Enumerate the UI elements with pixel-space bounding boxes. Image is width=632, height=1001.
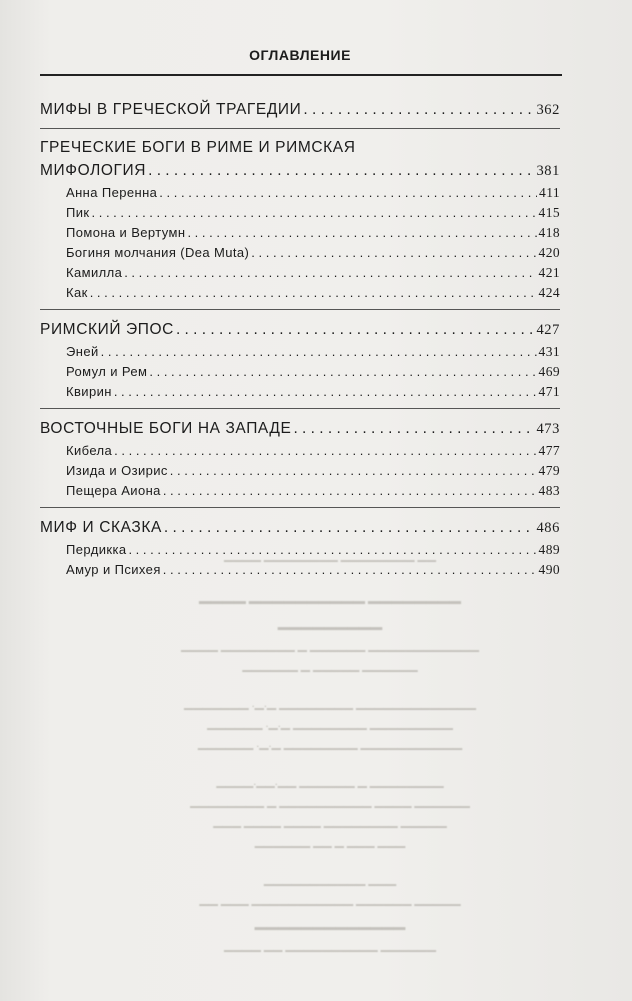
page-title: ОГЛАВЛЕНИЕ [249, 47, 351, 63]
toc-item [40, 223, 560, 243]
toc-item-label: Кибела [66, 443, 113, 458]
toc-section-heading [40, 159, 560, 183]
toc-page-number: 477 [538, 443, 560, 458]
toc-item [40, 183, 560, 203]
toc-page-number: 471 [538, 384, 560, 399]
toc-section-heading [40, 318, 560, 342]
toc-section-title: МИФ И СКАЗКА [40, 519, 162, 536]
toc-item-label: Пещера Аиона [66, 483, 161, 498]
dot-leader [293, 417, 534, 441]
toc-item-label: Анна Перенна [66, 185, 158, 200]
toc-page-number: 479 [538, 463, 560, 478]
toc-item [40, 481, 560, 501]
toc-page-number: 424 [538, 285, 560, 300]
toc-page-number: 421 [538, 265, 560, 280]
toc-page-number: 427 [536, 322, 560, 338]
toc-page-number: 473 [536, 421, 560, 437]
toc-section-title: МИФОЛОГИЯ [40, 162, 147, 179]
dot-leader [114, 441, 536, 461]
toc-item [40, 382, 560, 402]
toc-item [40, 203, 560, 223]
dot-leader [303, 98, 534, 122]
toc-page-number: 483 [538, 483, 560, 498]
toc-section-title: РИМСКИЙ ЭПОС [40, 321, 174, 338]
toc-item-label: Квирин [66, 384, 112, 399]
dot-leader [163, 481, 537, 501]
toc-page-number: 420 [538, 245, 560, 260]
dot-leader [251, 243, 536, 263]
toc-page-number: 431 [538, 344, 560, 359]
toc-page-number: 415 [538, 205, 560, 220]
toc-page-number: 490 [538, 562, 560, 577]
toc-section-heading [40, 417, 560, 441]
toc-section [40, 98, 560, 122]
toc-section-title: МИФЫ В ГРЕЧЕСКОЙ ТРАГЕДИИ [40, 101, 302, 118]
dot-leader [101, 342, 537, 362]
toc-item [40, 441, 560, 461]
toc-section [40, 128, 560, 303]
header-rule [40, 74, 562, 76]
toc-item-label: Пик [66, 205, 90, 220]
toc-section [40, 309, 560, 402]
toc-item [40, 461, 560, 481]
toc-item-label: Эней [66, 344, 99, 359]
table-of-contents [40, 98, 560, 580]
toc-item-label: Пердикка [66, 542, 127, 557]
toc-page-number: 362 [536, 102, 560, 118]
toc-item-label: Ромул и Рем [66, 364, 148, 379]
dot-leader [114, 382, 537, 402]
toc-page-number: 489 [538, 542, 560, 557]
toc-item-label: Помона и Вертумн [66, 225, 186, 240]
toc-page-number: 486 [536, 520, 560, 536]
toc-item [40, 283, 560, 303]
dot-leader [149, 362, 536, 382]
dot-leader [148, 159, 534, 183]
toc-page-number: 418 [538, 225, 560, 240]
toc-page-number: 411 [539, 185, 560, 200]
dot-leader [187, 223, 536, 243]
toc-item [40, 362, 560, 382]
toc-item [40, 263, 560, 283]
dot-leader [90, 283, 537, 303]
bleed-through-texture: ▁▁ ▁▁▁▁▁▁▁▁ ▁▁▁▁▁▁▁▁ ▁▁▁▁ ▁▁▁▁▁▁▁▁ ▁▁▁▁▁▁▁▁▁▁ ▁▁▁▁ ▁▁▁▁▁▁▁▁▁ ▁▁▁▁▁▁▁▁▁▁▁▁ ▁▁▁▁▁▁ ▁ ▁▁▁▁▁▁▁▁ ▁▁▁▁ ▁▁▁▁▁▁ ▁▁▁▁▁ ▁ ▁▁▁▁▁▁ ▁▁▁▁▁▁▁▁▁▁▁▁▁ ▁▁▁▁▁▁▁▁ ▁.▁. ▁▁▁▁▁▁▁ ▁▁▁▁▁▁▁▁▁ ▁▁▁▁▁▁▁▁ ▁.▁. ▁▁▁▁▁▁ ▁▁▁▁▁▁▁▁▁▁▁ ▁▁▁▁▁▁▁▁ ▁.▁. ▁▁▁▁▁▁ ▁▁▁▁▁▁▁▁ ▁ ▁▁▁▁▁▁ ▁▁.▁▁.▁▁▁▁ ▁▁▁▁▁▁ ▁▁▁▁ ▁▁▁▁▁▁▁▁▁▁ ▁ ▁▁▁▁▁▁▁▁ ▁▁▁▁▁ ▁▁▁▁▁▁▁▁ ▁▁▁▁ ▁▁▁▁ ▁▁▁ ▁▁▁ ▁▁▁ ▁ ▁▁ ▁▁▁▁▁▁ ▁▁▁ ▁▁▁▁▁▁▁▁▁▁▁ ▁▁▁▁▁ ▁▁▁▁▁▁ ▁▁▁▁▁▁▁▁▁▁▁ ▁▁▁ ▁▁ ▁▁▁▁▁▁▁▁▁▁▁▁▁ ▁▁▁▁▁▁ ▁▁▁▁▁▁▁▁▁▁ ▁▁ ▁▁▁▁ [180, 548, 480, 952]
toc-item-label: Богиня молчания (Dea Muta) [66, 245, 250, 260]
toc-item-label: Как [66, 285, 88, 300]
toc-page-number: 469 [538, 364, 560, 379]
toc-item-label: Камилла [66, 265, 123, 280]
toc-item [40, 342, 560, 362]
toc-section-title-line: ГРЕЧЕСКИЕ БОГИ В РИМЕ И РИМСКАЯ [40, 139, 356, 156]
dot-leader [164, 516, 535, 540]
toc-item-label: Изида и Озирис [66, 463, 168, 478]
toc-page-number: 381 [536, 163, 560, 179]
dot-leader [159, 183, 537, 203]
toc-section-title: ВОСТОЧНЫЕ БОГИ НА ЗАПАДЕ [40, 420, 292, 437]
toc-item [40, 243, 560, 263]
dot-leader [176, 318, 535, 342]
toc-section [40, 408, 560, 501]
toc-item-label: Амур и Психея [66, 562, 161, 577]
dot-leader [92, 203, 537, 223]
toc-section-heading [40, 516, 560, 540]
dot-leader [124, 263, 536, 283]
toc-section-heading [40, 98, 560, 122]
dot-leader [170, 461, 537, 481]
